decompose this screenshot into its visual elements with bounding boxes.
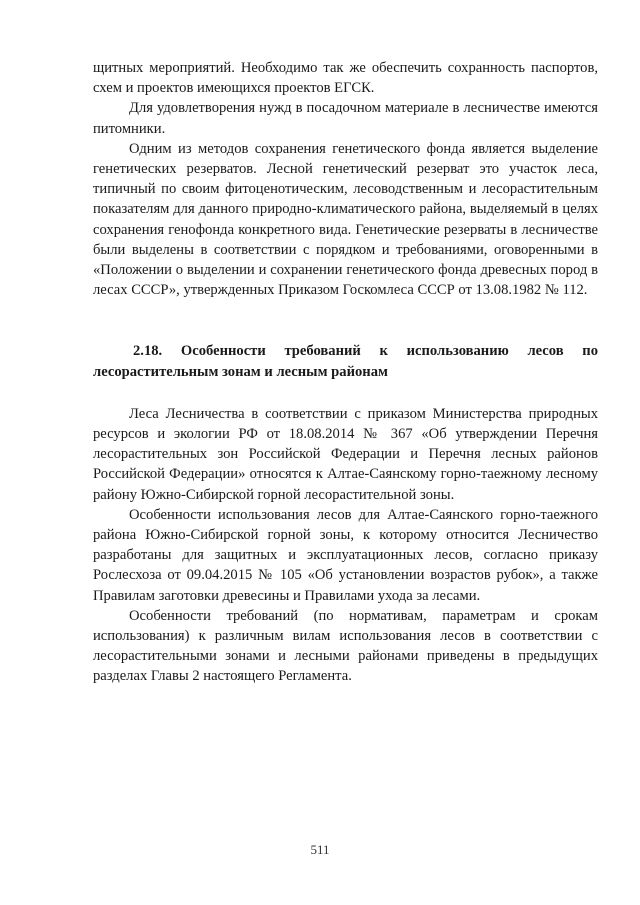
paragraph-forest-zone: Леса Лесничества в соответствии с приказом Министерства природных ресурсов и экологии РФ от 18.08.2014 № 367 «Об утверждении Перечня лесорастительных зон Российской Федерации и Перечня лесных районов Российской Федерации» относятся к Алтае-Саянскому горно-таежному лесному району Южно-Сибирской горной лесорастительной зоны.	[93, 405, 598, 503]
section-heading: 2.18. Особенности требований к использованию лесов по лесорастительным зонам и лесным районам	[93, 343, 598, 380]
paragraph-genetic-reserves: Одним из методов сохранения генетического фонда является выделение генетических резерватов. Лесной генетический резерват это участок леса, типичный по своим фитоценотическим, лесоводственным и лесорастительным показателям для данного природно-климатического района, выделяемый в целях сохранения генофонда конкретного вида. Генетические резерваты в лесничестве были выделены в соответствии с порядком и требованиями, оговоренными в «Положении о выделении и сохранении генетического фонда древесных пород в лесах СССР», утвержденных Приказом Госкомлеса СССР от 13.08.1982 № 112.	[93, 140, 598, 299]
page-body	[93, 58, 598, 687]
paragraph-nursery: Для удовлетворения нужд в посадочном материале в лесничестве имеются питомники.	[93, 100, 598, 137]
page-number: 511	[310, 842, 330, 857]
paragraph-continued: щитных мероприятий. Необходимо так же обеспечить сохранность паспортов, схем и проектов имеющихся проектов ЕГСК.	[93, 60, 598, 97]
paragraph-usage-features: Особенности использования лесов для Алтае-Саянского горно-таежного района Южно-Сибирской горной зоны, к которому относится Лесничество разработаны для защитных и эксплуатационных лесов, согласно приказу Рослесхоза от 09.04.2015 № 105 «Об установлении возрастов рубок», а также Правилам заготовки древесины и Правилами ухода за лесами.	[93, 506, 598, 604]
paragraph-requirements: Особенности требований (по нормативам, параметрам и срокам использования) к различным вилам использования лесов в соответствии с лесорастительными зонами и лесными районами приведены в предыдущих разделах Главы 2 настоящего Регламента.	[93, 607, 598, 685]
